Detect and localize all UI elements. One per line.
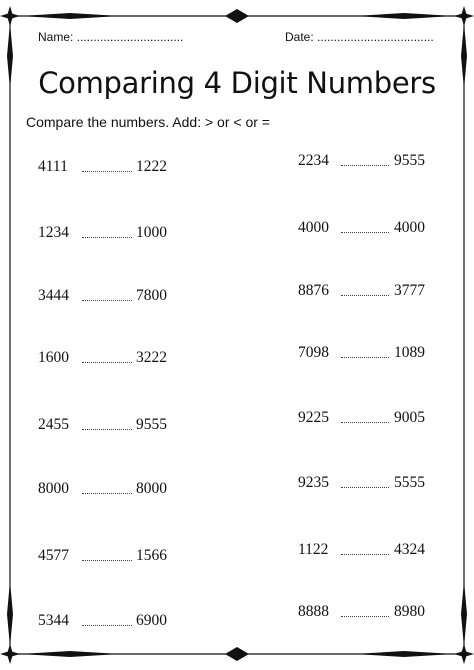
number-a: 4000 (298, 219, 329, 236)
number-b: 8980 (394, 603, 425, 620)
number-a: 1122 (298, 541, 329, 558)
number-b: 3222 (136, 349, 167, 366)
number-a: 2234 (298, 152, 329, 169)
worksheet-title: Comparing 4 Digit Numbers (38, 66, 436, 100)
number-b: 8000 (136, 480, 167, 497)
number-b: 4000 (394, 219, 425, 236)
answer-blank[interactable] (341, 165, 389, 166)
answer-blank[interactable] (341, 422, 389, 423)
number-a: 8888 (298, 603, 329, 620)
date-field[interactable]: Date: ................................... (285, 30, 434, 44)
number-b: 7800 (136, 287, 167, 304)
number-b: 6900 (136, 612, 167, 629)
answer-blank[interactable] (82, 237, 132, 238)
answer-blank[interactable] (341, 487, 389, 488)
number-b: 1089 (394, 344, 425, 361)
number-a: 1600 (38, 349, 69, 366)
answer-blank[interactable] (82, 560, 132, 561)
answer-blank[interactable] (82, 362, 132, 363)
number-b: 9555 (394, 152, 425, 169)
number-b: 1222 (136, 158, 167, 175)
name-field[interactable]: Name: ................................ (38, 30, 184, 44)
answer-blank[interactable] (82, 625, 132, 626)
number-a: 9235 (298, 474, 329, 491)
number-b: 9005 (394, 409, 425, 426)
number-a: 3444 (38, 287, 69, 304)
answer-blank[interactable] (341, 295, 389, 296)
number-a: 7098 (298, 344, 329, 361)
answer-blank[interactable] (82, 493, 132, 494)
answer-blank[interactable] (341, 232, 389, 233)
number-a: 2455 (38, 416, 69, 433)
number-a: 4577 (38, 547, 69, 564)
instructions: Compare the numbers. Add: > or < or = (26, 114, 270, 130)
number-b: 3777 (394, 282, 425, 299)
number-a: 5344 (38, 612, 69, 629)
answer-blank[interactable] (341, 357, 389, 358)
answer-blank[interactable] (82, 171, 132, 172)
answer-blank[interactable] (82, 429, 132, 430)
number-b: 1000 (136, 224, 167, 241)
number-a: 1234 (38, 224, 69, 241)
number-a: 8000 (38, 480, 69, 497)
number-b: 5555 (394, 474, 425, 491)
number-a: 9225 (298, 409, 329, 426)
number-b: 1566 (136, 547, 167, 564)
answer-blank[interactable] (341, 616, 389, 617)
number-a: 8876 (298, 282, 329, 299)
answer-blank[interactable] (82, 300, 132, 301)
answer-blank[interactable] (341, 554, 389, 555)
number-a: 4111 (38, 158, 68, 175)
number-b: 4324 (394, 541, 425, 558)
number-b: 9555 (136, 416, 167, 433)
